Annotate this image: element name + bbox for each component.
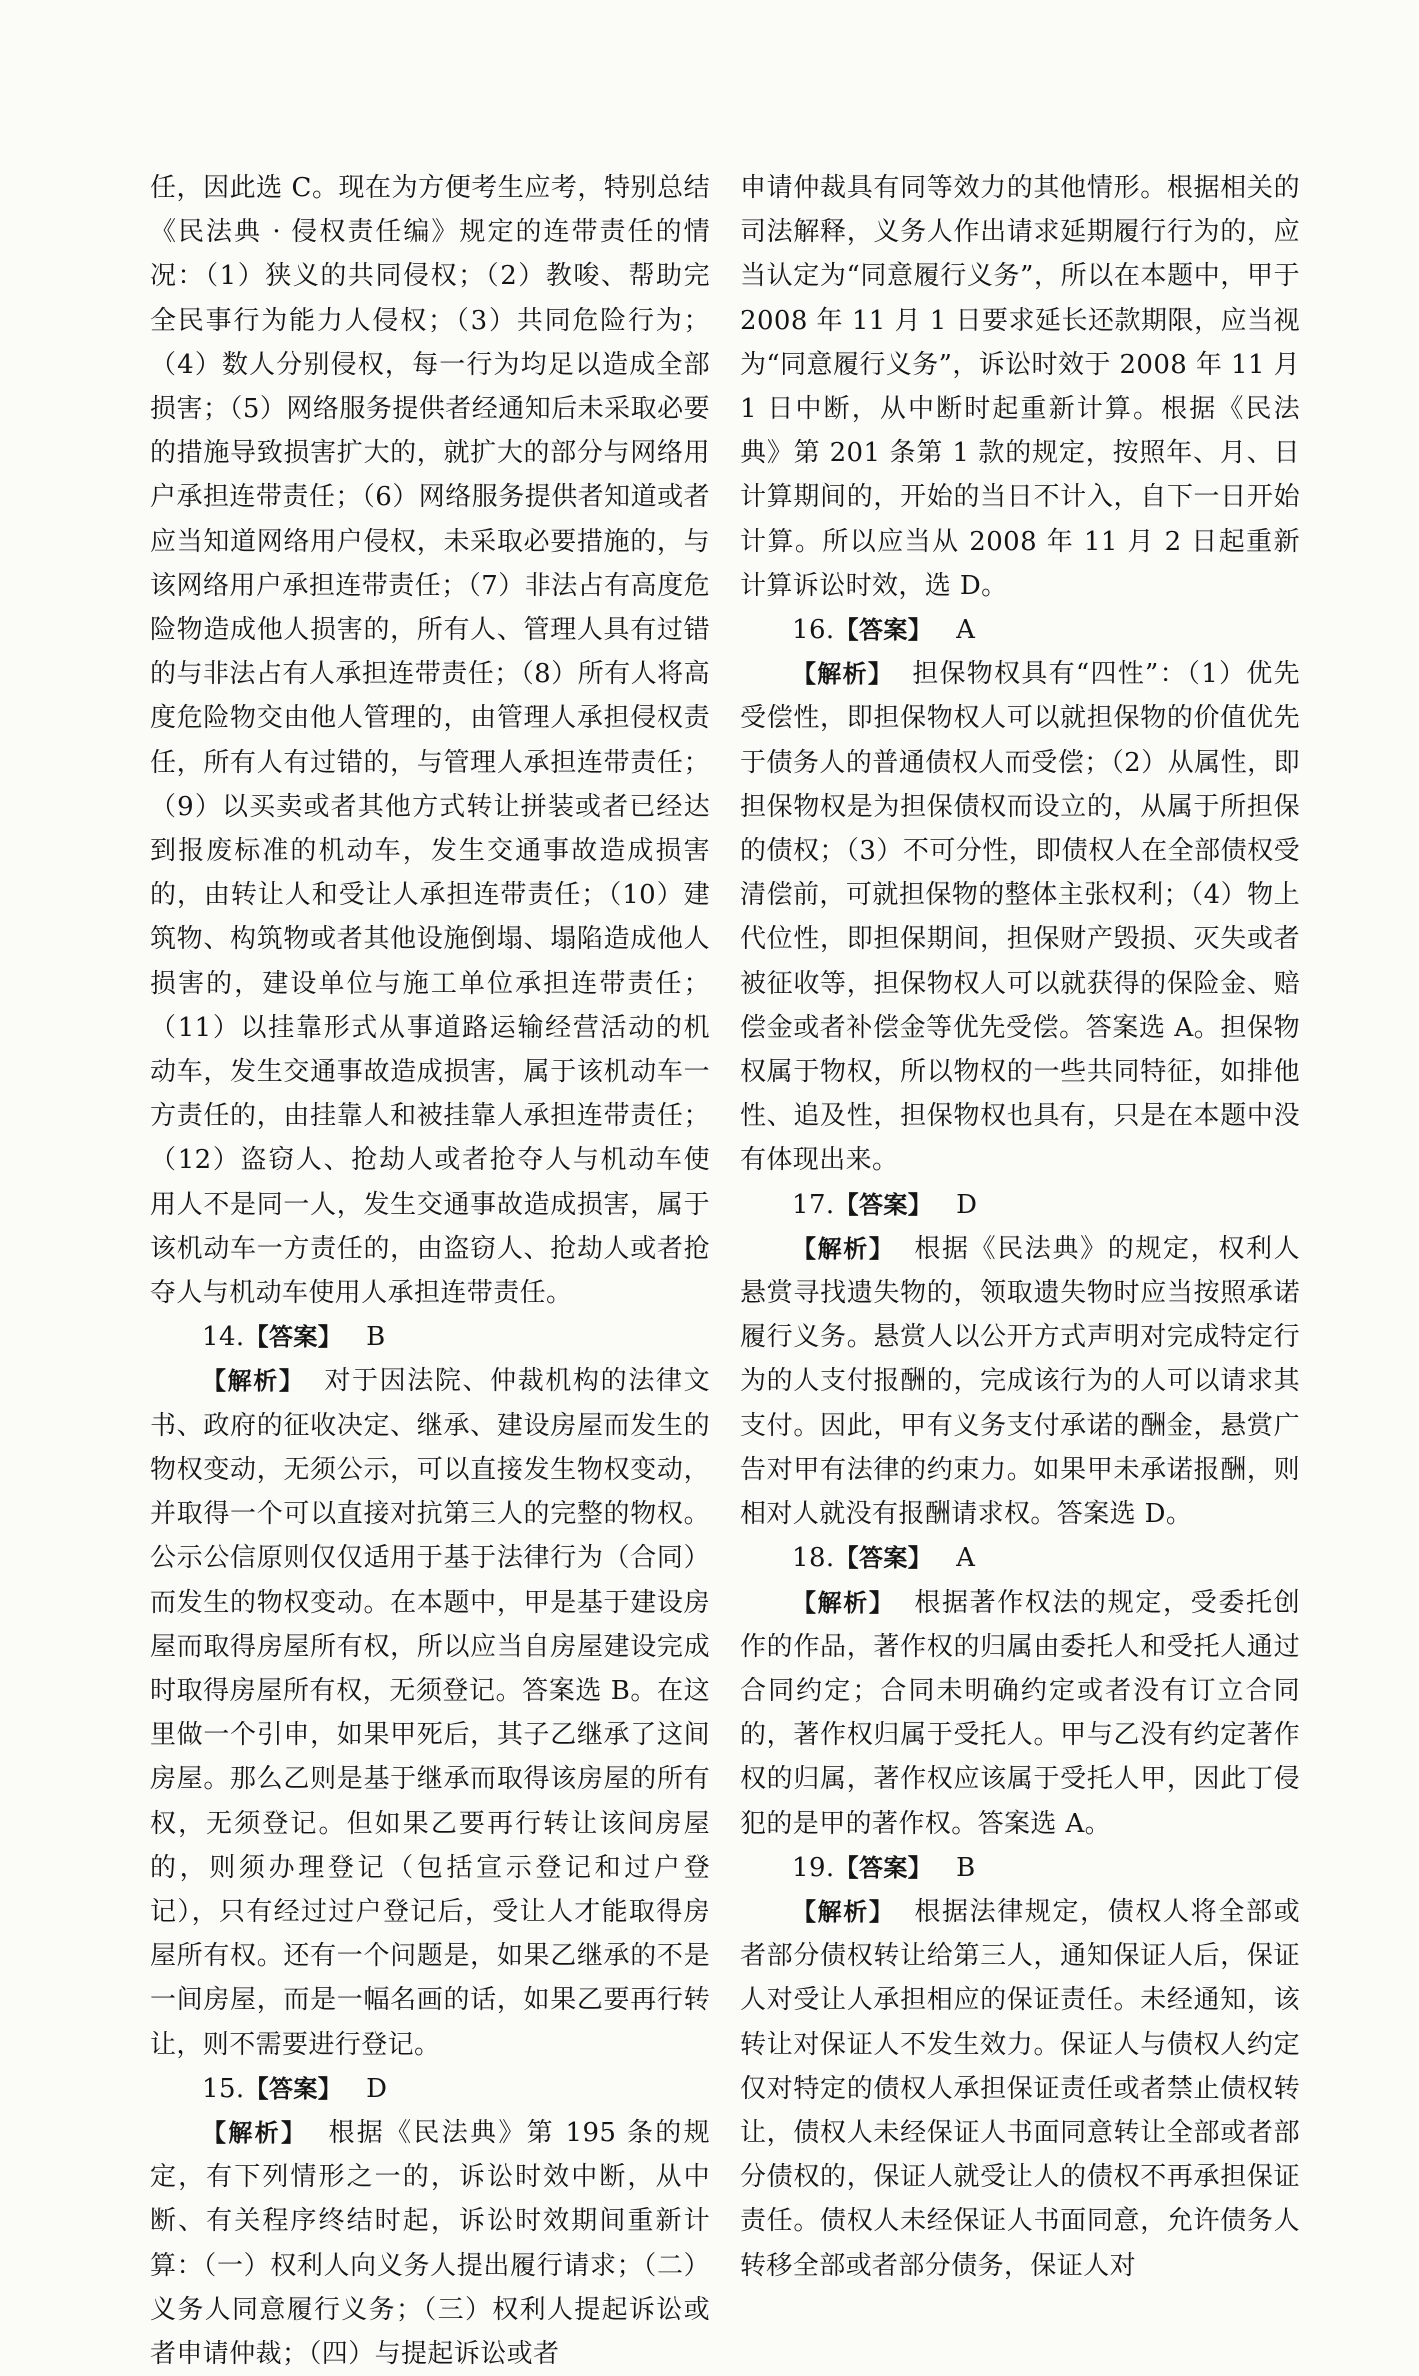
analysis-text: 根据《民法典》的规定，权利人悬赏寻找遗失物的，领取遗失物时应当按照承诺履行义务。悬赏人以公开方式声明对完成特定行为的人支付报酬的，完成该行为的人可以请求其支付。因此，甲有义务支付承诺的酬金，悬赏广告对甲有法律的约束力。如果甲未承诺报酬，则相对人就没有报酬请求权。答案选 D。	[740, 1233, 1300, 1530]
analysis-tag: 【解析】	[792, 660, 894, 689]
answer-tag: 【答案】	[834, 1853, 933, 1882]
analysis-paragraph-19	[740, 1890, 1300, 2288]
continued-paragraph: 任，因此选 C。现在为方便考生应考，特别总结《民法典 · 侵权责任编》规定的连带责任的情况：（1）狭义的共同侵权；（2）教唆、帮助完全民事行为能力人侵权；（3）共同危险行为；（4）数人分别侵权，每一行为均足以造成全部损害；（5）网络服务提供者经通知后未采取必要的措施导致损害扩大的，就扩大的部分与网络用户承担连带责任；（6）网络服务提供者知道或者应当知道网络用户侵权，未采取必要措施的，与该网络用户承担连带责任；（7）非法占有高度危险物造成他人损害的，所有人、管理人具有过错的与非法占有人承担连带责任；（8）所有人将高度危险物交由他人管理的，由管理人承担侵权责任，所有人有过错的，与管理人承担连带责任；（9）以买卖或者其他方式转让拼装或者已经达到报废标准的机动车，发生交通事故造成损害的，由转让人和受让人承担连带责任；（10）建筑物、构筑物或者其他设施倒塌、塌陷造成他人损害的，建设单位与施工单位承担连带责任；（11）以挂靠形式从事道路运输经营活动的机动车，发生交通事故造成损害，属于该机动车一方责任的，由挂靠人和被挂靠人承担连带责任；（12）盗窃人、抢劫人或者抢夺人与机动车使用人不是同一人，发生交通事故造成损害，属于该机动车一方责任的，由盗窃人、抢劫人或者抢夺人与机动车使用人承担连带责任。	[150, 173, 710, 1309]
question-number: 17.	[792, 1189, 835, 1220]
answer-tag: 【答案】	[834, 1544, 933, 1573]
analysis-tag: 【解析】	[792, 1588, 895, 1617]
analysis-text: 对于因法院、仲裁机构的法律文书、政府的征收决定、继承、建设房屋而发生的物权变动，无须公示，可以直接发生物权变动，并取得一个可以直接对抗第三人的完整的物权。公示公信原则仅仅适用于基于法律行为（合同）而发生的物权变动。在本题中，甲是基于建设房屋而取得房屋所有权，所以应当自房屋建设完成时取得房屋所有权，无须登记。答案选 B。在这里做一个引申，如果甲死后，其子乙继承了这间房屋。那么乙则是基于继承而取得该房屋的所有权，无须登记。但如果乙要再行转让该间房屋的，则须办理登记（包括宣示登记和过户登记），只有经过过户登记后，受让人才能取得房屋所有权。还有一个问题是，如果乙继承的不是一间房屋，而是一幅名画的话，如果乙要再行转让，则不需要进行登记。	[150, 1366, 710, 2060]
answer-line-19	[740, 1846, 1300, 1890]
answer-line-16	[740, 608, 1300, 652]
analysis-paragraph-18	[740, 1581, 1300, 1846]
question-number: 15.	[202, 2073, 245, 2104]
answer-value: D	[956, 1189, 978, 1220]
answer-tag: 【答案】	[834, 1190, 933, 1219]
question-number: 18.	[792, 1543, 835, 1574]
answer-line-14	[150, 1315, 710, 1359]
continued-paragraph: 申请仲裁具有同等效力的其他情形。根据相关的司法解释，义务人作出请求延期履行行为的，应当认定为“同意履行义务”，所以在本题中，甲于 2008 年 11 月 1 日要求延长还款期限，应当视为“同意履行义务”，诉讼时效于 2008 年 11 月 1 日中断，从中断时起重新计算。根据《民法典》第 201 条第 1 款的规定，按照年、月、日计算期间的，开始的当日不计入，自下一日开始计算。所以应当从 2008 年 11 月 2 日起重新计算诉讼时效，选 D。	[740, 173, 1300, 601]
analysis-paragraph-17	[740, 1227, 1300, 1536]
analysis-text: 担保物权具有“四性”：（1）优先受偿性，即担保物权人可以就担保物的价值优先于债务人的普通债权人而受偿；（2）从属性，即担保物权是为担保债权而设立的，从属于所担保的债权；（3）不可分性，即债权人在全部债权受清偿前，可就担保物的整体主张权利；（4）物上代位性，即担保期间，担保财产毁损、灭失或者被征收等，担保物权人可以就获得的保险金、赔偿金或者补偿金等优先受偿。答案选 A。担保物权属于物权，所以物权的一些共同特征，如排他性、追及性，担保物权也具有，只是在本题中没有体现出来。	[740, 659, 1300, 1176]
analysis-tag: 【解析】	[202, 2118, 308, 2147]
analysis-tag: 【解析】	[792, 1897, 895, 1926]
analysis-tag: 【解析】	[792, 1234, 895, 1263]
question-number: 19.	[792, 1852, 835, 1883]
answer-value: B	[366, 1322, 386, 1353]
analysis-text: 根据《民法典》第 195 条的规定，有下列情形之一的，诉讼时效中断，从中断、有关程序终结时起，诉讼时效期间重新计算：（一）权利人向义务人提出履行请求；（二）义务人同意履行义务；（三）权利人提起诉讼或者申请仲裁；（四）与提起诉讼或者	[150, 2117, 710, 2369]
answer-tag: 【答案】	[244, 1323, 343, 1352]
analysis-paragraph-14	[150, 1359, 710, 2066]
analysis-text: 根据法律规定，债权人将全部或者部分债权转让给第三人，通知保证人后，保证人对受让人承担相应的保证责任。未经通知，该转让对保证人不发生效力。保证人与债权人约定仅对特定的债权人承担保证责任或者禁止债权转让，债权人未经保证人书面同意转让全部或者部分债权的，保证人就受让人的债权不再承担保证责任。债权人未经保证人书面同意，允许债务人转移全部或者部分债务，保证人对	[740, 1896, 1300, 2281]
analysis-text: 根据著作权法的规定，受委托创作的作品，著作权的归属由委托人和受托人通过合同约定；合同未明确约定或者没有订立合同的，著作权归属于受托人。甲与乙没有约定著作权的归属，著作权应该属于受托人甲，因此丁侵犯的是甲的著作权。答案选 A。	[740, 1587, 1300, 1839]
analysis-paragraph-15	[150, 2111, 710, 2376]
analysis-paragraph-16	[740, 652, 1300, 1182]
analysis-tag: 【解析】	[202, 1367, 305, 1396]
question-number: 14.	[202, 1322, 245, 1353]
answer-tag: 【答案】	[244, 2074, 343, 2103]
answer-line-18	[740, 1536, 1300, 1580]
answer-value: B	[956, 1852, 976, 1883]
answer-value: A	[956, 1543, 976, 1574]
answer-value: A	[956, 615, 976, 646]
answer-line-17	[740, 1183, 1300, 1227]
left-column	[150, 166, 710, 2376]
answer-tag: 【答案】	[834, 616, 933, 645]
answer-line-15	[150, 2067, 710, 2111]
answer-value: D	[366, 2073, 388, 2104]
question-number: 16.	[792, 615, 835, 646]
right-column	[740, 166, 1300, 2288]
